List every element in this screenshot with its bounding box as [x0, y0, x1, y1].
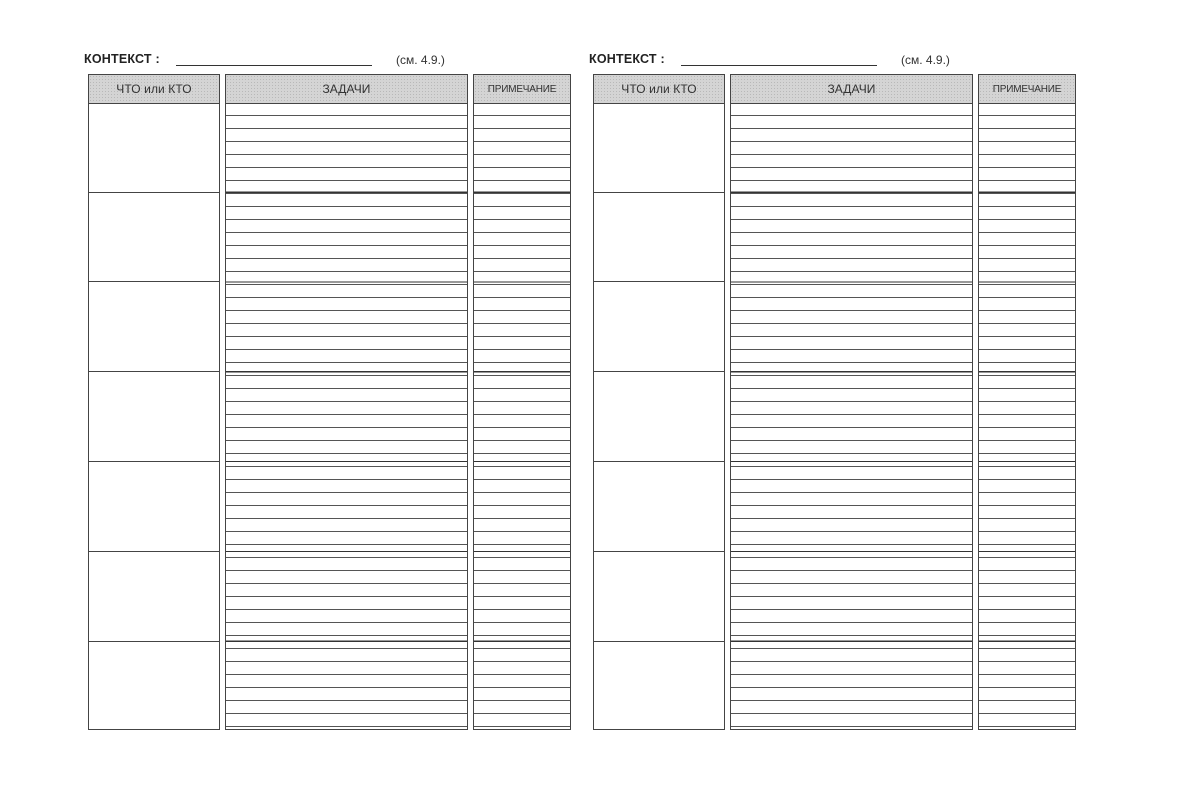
who-column-header: ЧТО или КТО	[89, 75, 219, 104]
notes-column	[473, 74, 571, 730]
tasks-group-dividers	[731, 103, 972, 729]
notes-column-header: ПРИМЕЧАНИЕ	[979, 75, 1075, 104]
tasks-column-header: ЗАДАЧИ	[731, 75, 972, 104]
context-reference: (см. 4.9.)	[396, 53, 445, 67]
who-cell[interactable]	[594, 642, 724, 731]
tasks-column-header: ЗАДАЧИ	[226, 75, 467, 104]
tasks-group-dividers	[226, 103, 467, 729]
notes-column-header: ПРИМЕЧАНИЕ	[474, 75, 570, 104]
notes-ruled-lines[interactable]	[979, 103, 1075, 729]
notes-group-dividers	[979, 103, 1075, 729]
who-column-body	[89, 103, 219, 729]
context-input-blank[interactable]	[681, 65, 877, 66]
notes-column	[978, 74, 1076, 730]
who-cell[interactable]	[89, 103, 219, 193]
context-label: КОНТЕКСТ :	[589, 52, 665, 66]
context-line	[84, 48, 574, 70]
who-column-header: ЧТО или КТО	[594, 75, 724, 104]
form-panel-right	[589, 48, 1079, 738]
who-cell[interactable]	[89, 642, 219, 731]
notes-ruled-lines[interactable]	[474, 103, 570, 729]
who-cell[interactable]	[594, 103, 724, 193]
tasks-column	[730, 74, 973, 730]
who-cell[interactable]	[89, 372, 219, 462]
context-reference: (см. 4.9.)	[901, 53, 950, 67]
who-cell[interactable]	[594, 462, 724, 552]
context-line	[589, 48, 1079, 70]
context-label: КОНТЕКСТ :	[84, 52, 160, 66]
who-column-body	[594, 103, 724, 729]
who-cell[interactable]	[594, 552, 724, 642]
who-cell[interactable]	[89, 193, 219, 283]
tasks-ruled-lines[interactable]	[731, 103, 972, 729]
notes-group-dividers	[474, 103, 570, 729]
tasks-ruled-lines[interactable]	[226, 103, 467, 729]
context-input-blank[interactable]	[176, 65, 372, 66]
who-cell[interactable]	[89, 552, 219, 642]
who-column	[88, 74, 220, 730]
who-cell[interactable]	[594, 193, 724, 283]
tasks-column	[225, 74, 468, 730]
who-cell[interactable]	[594, 283, 724, 373]
who-column	[593, 74, 725, 730]
form-panel-left	[84, 48, 574, 738]
who-cell[interactable]	[89, 283, 219, 373]
who-cell[interactable]	[594, 372, 724, 462]
who-cell[interactable]	[89, 462, 219, 552]
